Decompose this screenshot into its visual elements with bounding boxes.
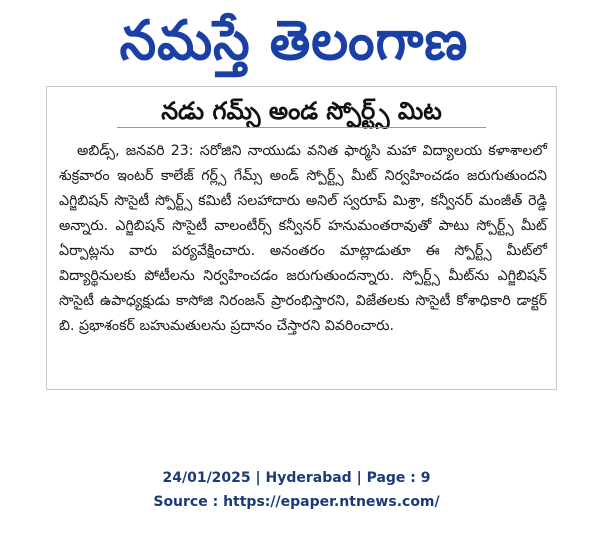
masthead-title: నమస్తే తెలంగాణ: [119, 9, 469, 73]
newspaper-masthead: [94, 4, 494, 78]
clipping-date-location-page: 24/01/2025 | Hyderabad | Page : 9: [162, 470, 431, 486]
article-headline: నడు గమ్స్ అండ స్పోర్ట్స్ మిట: [161, 97, 442, 125]
clipping-source-link[interactable]: Source : https://epaper.ntnews.com/: [153, 494, 440, 510]
article-clipping: [46, 86, 557, 390]
article-headline-container: [47, 93, 556, 129]
article-body: అబిడ్స్, జనవరి 23: సరోజిని నాయుడు వనిత ఫార్మసి మహా విద్యాలయ కళాశాలలో శుక్రవారం ఇంటర్ కాలేజ్ గర్ల్స్ గేమ్స్ అండ్ స్పోర్ట్స్ మీట్ నిర్వహించడం జరుగుతుందని ఎగ్జిబిషన్ సొసైటీ స్పోర్ట్స్ కమిటీ సలహాదారు అనిల్ స్వరూప్ మిశ్రా, కన్వీనర్ మంజీత్ రెడ్డి అన్నారు. ఎగ్జిబిషన్ సొసైటీ వాలంటీర్స్ కన్వీనర్ హనుమంతరావుతో పాటు స్పోర్ట్స్ మీట్ ఏర్పాట్లను వారు పర్యవేక్షించారు. అనంతరం మాట్లాడుతూ ఈ స్పోర్ట్స్ మీట్‌లో విద్యార్థినులకు పోటీలను నిర్వహించడం జరుగుతుందన్నారు. స్పోర్ట్స్ మీట్‌ను ఎగ్జిబిషన్ సొసైటీ ఉపాధ్యక్షుడు కాసోజి నిరంజన్ ప్రారంభిస్తారని, విజేతలకు సొసైటీ కోశాధికారి డాక్టర్ బి. ప్రభాశంకర్ బహుమతులను ప్రదానం చేస్తారని వివరించారు.: [59, 143, 547, 334]
headline-divider: [117, 127, 486, 128]
